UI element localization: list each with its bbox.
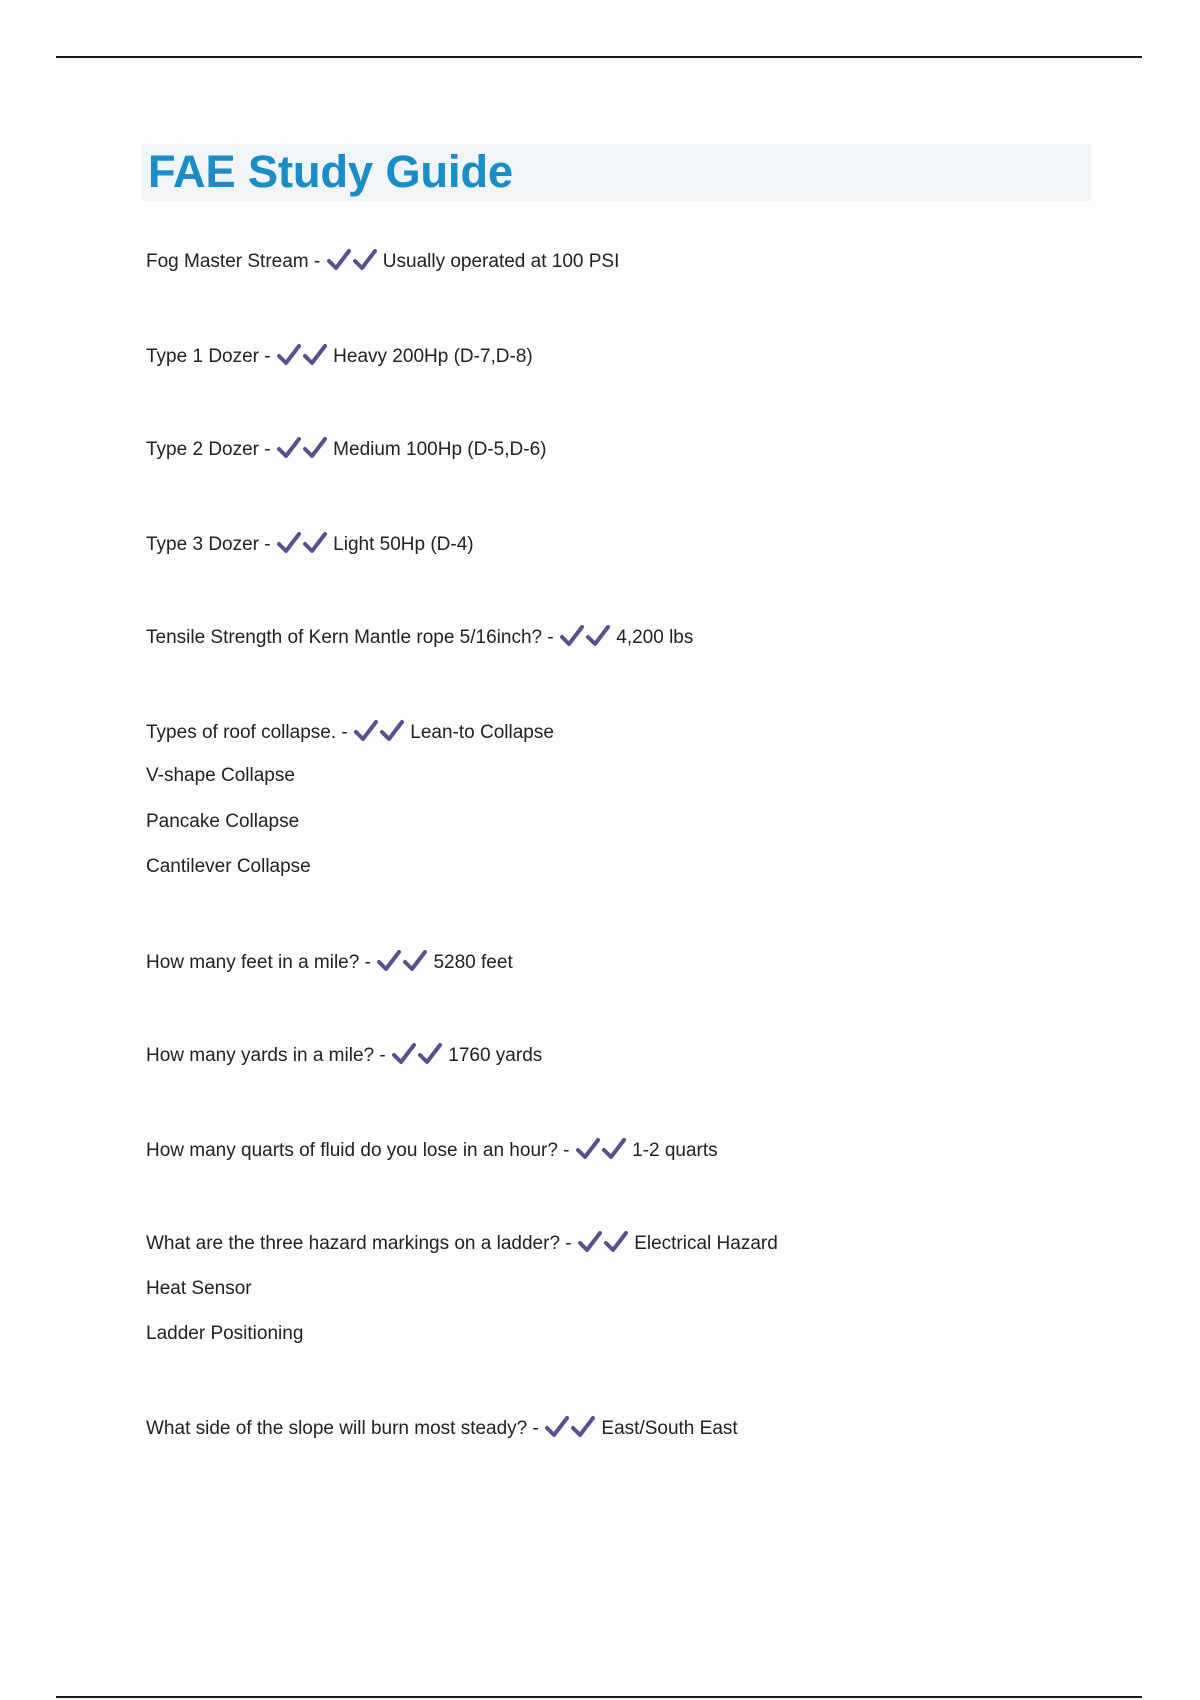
title-band (142, 144, 1091, 201)
check-icon (303, 532, 327, 554)
answer-text: Heavy 200Hp (D-7,D-8) (333, 346, 533, 367)
check-icon (303, 344, 327, 366)
answer-text: 4,200 lbs (616, 627, 694, 648)
check-icon (578, 1231, 602, 1253)
check-icon (602, 1138, 626, 1160)
answer-text: 1760 yards (448, 1045, 543, 1066)
check-icon (354, 720, 378, 742)
answer-text: Lean-to Collapse (410, 722, 554, 743)
answer-continuation: Cantilever Collapse (146, 856, 311, 877)
qa-item (146, 950, 513, 975)
qa-item (146, 532, 474, 557)
bottom-rule (56, 1696, 1142, 1698)
check-icon (380, 720, 404, 742)
check-icon (353, 249, 377, 271)
check-icon (576, 1138, 600, 1160)
answer-continuation: V-shape Collapse (146, 765, 295, 786)
qa-item (146, 1043, 542, 1068)
question-text: How many feet in a mile? - (146, 952, 371, 973)
answer-text: Electrical Hazard (634, 1233, 778, 1254)
answer-text: Medium 100Hp (D-5,D-6) (333, 439, 547, 460)
answer-continuation: Ladder Positioning (146, 1323, 304, 1344)
qa-item (146, 1416, 738, 1441)
check-icon (277, 532, 301, 554)
check-icon (327, 249, 351, 271)
page-title: FAE Study Guide (148, 146, 514, 197)
check-icon (545, 1416, 569, 1438)
question-text: Tensile Strength of Kern Mantle rope 5/16inch? - (146, 627, 554, 648)
qa-item (146, 437, 546, 462)
qa-item (146, 625, 693, 650)
qa-item (146, 720, 554, 745)
answer-text: Light 50Hp (D-4) (333, 534, 474, 555)
question-text: How many yards in a mile? - (146, 1045, 386, 1066)
answer-text: East/South East (601, 1418, 738, 1439)
question-text: Type 1 Dozer - (146, 346, 271, 367)
check-icon (604, 1231, 628, 1253)
qa-item (146, 1138, 718, 1163)
check-icon (277, 344, 301, 366)
qa-item (146, 249, 619, 274)
question-text: Type 2 Dozer - (146, 439, 271, 460)
answer-text: 5280 feet (433, 952, 513, 973)
question-text: How many quarts of fluid do you lose in an hour? - (146, 1140, 570, 1161)
check-icon (277, 437, 301, 459)
check-icon (377, 950, 401, 972)
answer-continuation: Pancake Collapse (146, 811, 300, 832)
answer-continuation: Heat Sensor (146, 1278, 252, 1299)
check-icon (403, 950, 427, 972)
answer-text: 1-2 quarts (632, 1140, 718, 1161)
question-text: What side of the slope will burn most steady? - (146, 1418, 539, 1439)
top-rule (56, 56, 1142, 58)
check-icon (571, 1416, 595, 1438)
check-icon (586, 625, 610, 647)
check-icon (392, 1043, 416, 1065)
qa-item (146, 344, 533, 369)
question-text: Fog Master Stream - (146, 251, 321, 272)
check-icon (418, 1043, 442, 1065)
question-text: Types of roof collapse. - (146, 722, 348, 743)
question-text: What are the three hazard markings on a ladder? - (146, 1233, 572, 1254)
question-text: Type 3 Dozer - (146, 534, 271, 555)
answer-text: Usually operated at 100 PSI (382, 251, 620, 272)
qa-item (146, 1231, 778, 1256)
check-icon (560, 625, 584, 647)
check-icon (303, 437, 327, 459)
